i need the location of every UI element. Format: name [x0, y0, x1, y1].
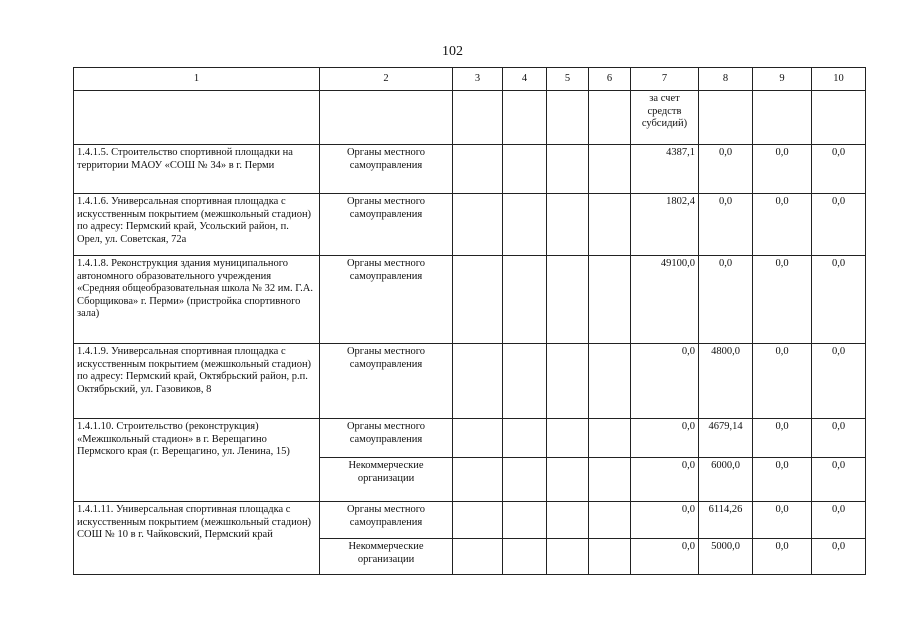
table-row — [74, 419, 866, 458]
measure-name: 1.4.1.5. Строительство спортивной площадки на территории МАОУ «СОШ № 34» в г. Перми — [74, 145, 320, 194]
value-col7: 0,0 — [631, 419, 699, 458]
value-col7: 0,0 — [631, 458, 699, 502]
measure-name: 1.4.1.8. Реконструкция здания муниципального автономного образовательного учреждения «Средняя общеобразовательная школа № 32 им. Г.А. Сборщикова» г. Перми» (пристройка спортивного зала) — [74, 256, 320, 344]
value-col8: 5000,0 — [699, 539, 753, 575]
executor: Органы местного самоуправления — [320, 256, 453, 344]
value-col10: 0,0 — [812, 194, 866, 256]
header-cell: 9 — [753, 68, 812, 91]
header-cell: 4 — [503, 68, 547, 91]
value-col7: 0,0 — [631, 344, 699, 419]
value-col8: 0,0 — [699, 145, 753, 194]
col7-note: за счет средств субсидий) — [631, 91, 699, 145]
value-col7: 1802,4 — [631, 194, 699, 256]
executor: Органы местного самоуправления — [320, 194, 453, 256]
table-row — [74, 256, 866, 344]
header-cell: 6 — [589, 68, 631, 91]
value-col8: 0,0 — [699, 256, 753, 344]
subheader-row — [74, 91, 866, 145]
value-col9: 0,0 — [753, 539, 812, 575]
value-col9: 0,0 — [753, 145, 812, 194]
header-cell: 1 — [74, 68, 320, 91]
value-col9: 0,0 — [753, 344, 812, 419]
value-col9: 0,0 — [753, 419, 812, 458]
value-col10: 0,0 — [812, 419, 866, 458]
value-col9: 0,0 — [753, 502, 812, 539]
value-col8: 6114,26 — [699, 502, 753, 539]
value-col10: 0,0 — [812, 145, 866, 194]
budget-table — [73, 67, 866, 575]
value-col8: 4679,14 — [699, 419, 753, 458]
value-col8: 0,0 — [699, 194, 753, 256]
table-row — [74, 502, 866, 539]
value-col10: 0,0 — [812, 539, 866, 575]
table-row — [74, 145, 866, 194]
header-cell: 3 — [453, 68, 503, 91]
table-row — [74, 344, 866, 419]
value-col9: 0,0 — [753, 194, 812, 256]
value-col10: 0,0 — [812, 458, 866, 502]
header-row — [74, 68, 866, 91]
header-cell: 7 — [631, 68, 699, 91]
measure-name: 1.4.1.11. Универсальная спортивная площадка с искусственным покрытием (межшкольный стадион) СОШ № 10 в г. Чайковский, Пермский край — [74, 502, 320, 575]
value-col7: 0,0 — [631, 539, 699, 575]
executor: Некоммерческие организации — [320, 539, 453, 575]
measure-name: 1.4.1.6. Универсальная спортивная площадка с искусственным покрытием (межшкольный стадион) по адресу: Пермский край, Усольский район, п. Орел, ул. Советская, 72а — [74, 194, 320, 256]
header-cell: 2 — [320, 68, 453, 91]
measure-name: 1.4.1.9. Универсальная спортивная площадка с искусственным покрытием (межшкольный стадион) по адресу: Пермский край, Октябрьский район, р.п. Октябрьский, ул. Газовиков, 8 — [74, 344, 320, 419]
header-cell: 8 — [699, 68, 753, 91]
value-col9: 0,0 — [753, 256, 812, 344]
executor: Органы местного самоуправления — [320, 145, 453, 194]
executor: Органы местного самоуправления — [320, 419, 453, 458]
value-col7: 49100,0 — [631, 256, 699, 344]
value-col9: 0,0 — [753, 458, 812, 502]
value-col7: 0,0 — [631, 502, 699, 539]
value-col10: 0,0 — [812, 502, 866, 539]
measure-name: 1.4.1.10. Строительство (реконструкция) «Межшкольный стадион» в г. Верещагино Пермского края (г. Верещагино, ул. Ленина, 15) — [74, 419, 320, 502]
value-col8: 6000,0 — [699, 458, 753, 502]
header-cell: 5 — [547, 68, 589, 91]
executor: Органы местного самоуправления — [320, 502, 453, 539]
page-number: 102 — [442, 44, 463, 59]
executor: Органы местного самоуправления — [320, 344, 453, 419]
header-cell: 10 — [812, 68, 866, 91]
value-col10: 0,0 — [812, 344, 866, 419]
value-col10: 0,0 — [812, 256, 866, 344]
table-row — [74, 194, 866, 256]
value-col7: 4387,1 — [631, 145, 699, 194]
value-col8: 4800,0 — [699, 344, 753, 419]
executor: Некоммерческие организации — [320, 458, 453, 502]
